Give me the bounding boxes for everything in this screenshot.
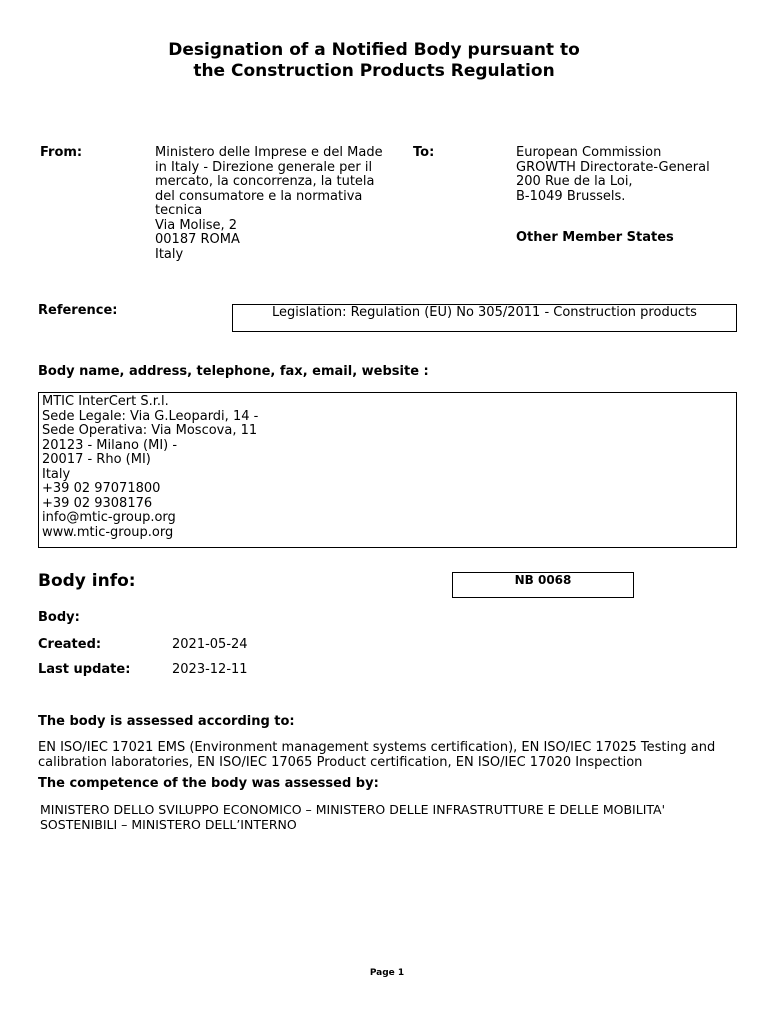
competence-label: The competence of the body was assessed by: [38, 776, 379, 791]
to-line: 200 Rue de la Loi, [516, 174, 633, 189]
created-label: Created: [38, 637, 102, 652]
competence-text-line-2: SOSTENIBILI – MINISTERO DELL’INTERNO [40, 817, 297, 832]
from-line: del consumatore e la normativa [155, 188, 363, 204]
last-update-value: 2023-12-11 [172, 662, 248, 677]
from-line: Via Molise, 2 [155, 217, 238, 233]
from-line: Ministero delle Imprese e del Made [155, 145, 383, 160]
nb-number-box [452, 572, 634, 598]
contact-line: 20123 - Milano (MI) - [42, 437, 178, 453]
from-label: From: [40, 145, 83, 160]
reference-label: Reference: [38, 303, 118, 318]
body-contact-label: Body name, address, telephone, fax, email, website : [38, 364, 429, 379]
nb-number: NB 0068 [514, 573, 572, 587]
document-title [0, 40, 748, 82]
to-line: European Commission [516, 145, 662, 160]
from-line: tecnica [155, 203, 203, 218]
contact-line: MTIC InterCert S.r.l. [42, 394, 169, 409]
contact-line: +39 02 9308176 [42, 495, 153, 511]
created-value: 2021-05-24 [172, 637, 248, 652]
from-address [155, 146, 383, 262]
contact-line: +39 02 97071800 [42, 481, 161, 496]
page-number: Page 1 [369, 968, 405, 978]
to-label: To: [413, 145, 435, 160]
contact-line: Italy [42, 466, 71, 482]
to-address [516, 146, 710, 204]
contact-line: Sede Legale: Via G.Leopardi, 14 - [42, 408, 259, 424]
from-line: 00187 ROMA [155, 232, 240, 247]
contact-line: Sede Operativa: Via Moscova, 11 [42, 423, 258, 438]
assessment-label: The body is assessed according to: [38, 714, 295, 729]
body-label: Body: [38, 610, 80, 625]
to-line: GROWTH Directorate-General [516, 159, 710, 175]
from-line: in Italy - Direzione generale per il [155, 159, 373, 175]
contact-line: info@mtic-group.org [42, 510, 176, 525]
last-update-label: Last update: [38, 662, 131, 677]
title-line-2: the Construction Products Regulation [193, 61, 555, 81]
reference-value: Legislation: Regulation (EU) No 305/2011 - Construction products [272, 305, 697, 320]
assessment-text-line-2: calibration laboratories, EN ISO/IEC 17065 Product certification, EN ISO/IEC 17020 Inspection [38, 755, 643, 770]
from-line: mercato, la concorrenza, la tutela [155, 174, 375, 189]
assessment-text-line-1: EN ISO/IEC 17021 EMS (Environment management systems certification), EN ISO/IEC 17025 Testing and [38, 740, 716, 755]
body-contact-box [38, 392, 737, 548]
competence-text-line-1: MINISTERO DELLO SVILUPPO ECONOMICO – MINISTERO DELLE INFRASTRUTTURE E DELLE MOBILITA' [40, 802, 666, 817]
reference-box [232, 304, 737, 332]
other-member-states: Other Member States [516, 230, 674, 245]
contact-line: www.mtic-group.org [42, 524, 174, 540]
contact-line: 20017 - Rho (MI) [42, 452, 151, 467]
from-line: Italy [155, 246, 184, 262]
title-line-1: Designation of a Notified Body pursuant to [168, 40, 580, 60]
to-line: B-1049 Brussels. [516, 188, 626, 204]
body-info-heading: Body info: [38, 571, 136, 591]
